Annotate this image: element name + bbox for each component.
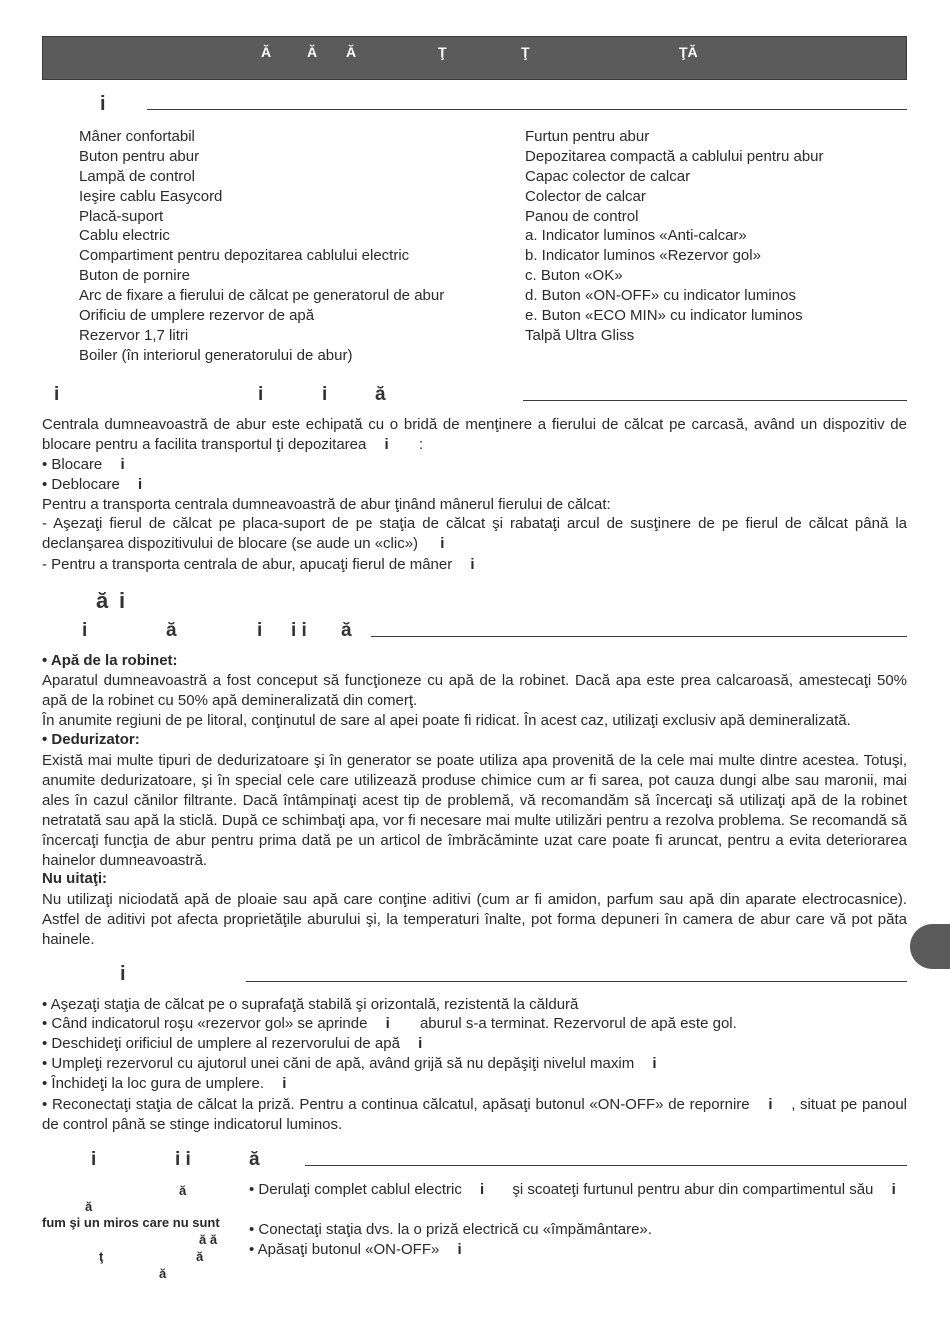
list-item: c. Buton «OK» xyxy=(525,267,623,285)
header-fragment: Ă xyxy=(307,44,318,60)
transport-unlock: • Deblocare i xyxy=(42,476,143,493)
water-tap-p1: Aparatul dumneavoastră a fost conceput să funcţioneze cu apă de la robinet. Dacă apa este prea calcaroasă, amestecaţi 50% apă de la robinet cu 50% apă demineralizată din comerţ. xyxy=(42,672,907,709)
list-item: Compartiment pentru depozitarea cablului electric xyxy=(79,247,410,265)
list-item: Lampă de control xyxy=(79,167,195,185)
transport-intro: Centrala dumneavoastră de abur este echipată cu o bridă de menţinere a fierului de călcat pe carcasă, având un dispozitiv de blocare pentru a facilita transportul ţi depozitarea i : xyxy=(42,416,907,453)
side-note-fragment: ă xyxy=(179,1183,187,1198)
section-rule xyxy=(246,981,907,982)
section-rule xyxy=(371,636,907,637)
list-item: Rezervor 1,7 litri xyxy=(79,326,189,344)
list-item: Colector de calcar xyxy=(525,187,646,205)
water-softener-title: • Dedurizator: xyxy=(42,731,140,748)
list-item: Cablu electric xyxy=(79,227,170,245)
header-fragment: Ţ xyxy=(438,44,447,60)
list-item: Orificiu de umplere rezervor de apă xyxy=(79,307,315,325)
transport-carry: Pentru a transporta centrala dumneavoastră de abur ţinând mânerul fierului de călcat: xyxy=(42,496,611,513)
header-fragment: Ţ xyxy=(521,44,530,60)
list-item: e. Buton «ECO MIN» cu indicator luminos xyxy=(525,307,803,325)
side-note-fragment: ă xyxy=(196,1249,204,1264)
water-forget-title: Nu uitaţi: xyxy=(42,870,107,887)
section-rule xyxy=(305,1165,907,1166)
list-item: Arc de fixare a fierului de călcat pe generatorul de abur xyxy=(79,287,445,305)
side-note-fragment: ţ xyxy=(99,1249,104,1264)
water-tap-p2: În anumite regiuni de pe litoral, conţinutul de sare al apei poate fi ridicat. În acest caz, utilizaţi exclusiv apă demineralizată. xyxy=(42,712,851,729)
section-rule xyxy=(147,109,907,110)
section-rule xyxy=(523,400,907,401)
section-heading-preparation: ă i xyxy=(96,588,126,613)
fill-bullet-3: • Deschideţi orificiul de umplere al rezervorului de apă i xyxy=(42,1035,423,1052)
fill-bullet-2: • Când indicatorul roşu «rezervor gol» se aprinde i aburul s-a terminat. Rezervorul de apă este gol. xyxy=(42,1015,737,1032)
components-list-left xyxy=(79,127,444,366)
header-fragment: Ă xyxy=(261,44,272,60)
list-item: Ieşire cablu Easycord xyxy=(79,187,223,205)
list-item: Buton de pornire xyxy=(79,267,190,285)
fill-bullet-6: • Reconectaţi staţia de călcat la priză. Pentru a continua călcatul, apăsaţi butonul «ON-OFF» de repornire i , situat pe panoul de control până se stinge indicatorul luminos. xyxy=(42,1096,908,1133)
header-fragment: ŢĂ xyxy=(679,44,698,60)
fill-bullet-1: • Aşezaţi staţia de călcat pe o suprafaţă stabilă şi orizontală, rezistentă la căldură xyxy=(42,996,579,1013)
list-item: Mâner confortabil xyxy=(79,128,195,145)
header-bar xyxy=(42,36,907,80)
list-item: Depozitarea compactă a cablului pentru abur xyxy=(525,147,824,165)
list-item: Panou de control xyxy=(525,207,639,225)
page-tab-marker xyxy=(910,924,950,969)
list-item: Placă-suport xyxy=(79,207,164,225)
transport-lock: • Blocare i xyxy=(42,456,125,473)
water-tap-title: • Apă de la robinet: xyxy=(42,652,178,669)
header-fragment: Ă xyxy=(346,44,357,60)
water-softener-p: Există mai multe tipuri de dedurizatoare şi în generator se poate utiliza apa provenită de la cele mai multe dintre acestea. Totuşi, anumite dedurizatoare, şi în special cele care utilizează produse chimice cum ar fi sarea, pot cauza dungi albe sau maronii, mai ales în cazul cănilor filtrante. Dacă întâmpinaţi acest tip de problemă, vă recomandăm să încercaţi să utilizaţi apă de la robinet netratată sau apă la sticlă. După ce schimbaţi apa, vor fi necesare mai multe utilizări pentru a rezolva problema. Se recomandă să încercaţi funcţia de abur pentru prima dată pe un articol de îmbrăcăminte uzat care poate fi aruncat, pentru a evita deteriorarea hainelor dumneavoastră. xyxy=(42,752,907,869)
list-item: Boiler (în interiorul generatorului de abur) xyxy=(79,346,353,364)
transport-step2: - Pentru a transporta centrala de abur, apucaţi fierul de mâner i xyxy=(42,556,475,573)
list-item: a. Indicator luminos «Anti-calcar» xyxy=(525,227,747,245)
list-item: Capac colector de calcar xyxy=(525,167,691,185)
fill-bullet-4: • Umpleţi rezervorul cu ajutorul unei căni de apă, având grijă să nu depăşiţi nivelul maxim i xyxy=(42,1055,657,1072)
side-note-fragment: ă ă xyxy=(199,1232,218,1247)
section-heading-water: i ă i i i ă xyxy=(82,620,352,641)
list-item: Talpă Ultra Gliss xyxy=(525,326,635,344)
side-note-fragment: fum şi un miros care nu sunt xyxy=(42,1215,220,1230)
transport-step1: - Aşezaţi fierul de călcat pe placa-suport de pe staţia de călcat şi rabataţi arcul de susţinere de pe fierul de călcat până la declanşarea dispozitivului de blocare (se aude un «clic») i xyxy=(42,515,907,552)
section-heading-transport: i i i ă xyxy=(54,384,386,405)
section-heading-start: i i i ă xyxy=(91,1149,260,1170)
side-note-fragment: ă xyxy=(159,1266,167,1281)
start-bullet-3: • Apăsaţi butonul «ON-OFF» i xyxy=(249,1241,462,1258)
water-forget-p: Nu utilizaţi niciodată apă de ploaie sau apă care conţine aditivi (cum ar fi amidon, parfum sau apă din aparate electrocasnice). Astfel de aditivi pot afecta proprietăţile aburului şi, la temperaturi înalte, pot forma depuneri în camera de abur care vă pot păta hainele. xyxy=(42,891,907,948)
list-item: Buton pentru abur xyxy=(79,147,200,165)
start-bullet-2: • Conectaţi staţia dvs. la o priză electrică cu «împământare». xyxy=(249,1221,652,1238)
fill-bullet-5: • Închideţi la loc gura de umplere. i xyxy=(42,1075,287,1092)
list-item: d. Buton «ON-OFF» cu indicator luminos xyxy=(525,287,796,305)
start-bullet-1: • Derulaţi complet cablul electric i şi scoateţi furtunul pentru abur din compartimentul său i xyxy=(249,1181,896,1198)
side-note-fragment: ă xyxy=(85,1199,93,1214)
list-item: b. Indicator luminos «Rezervor gol» xyxy=(525,247,761,265)
components-list-right xyxy=(525,127,824,346)
list-item: Furtun pentru abur xyxy=(525,128,650,145)
